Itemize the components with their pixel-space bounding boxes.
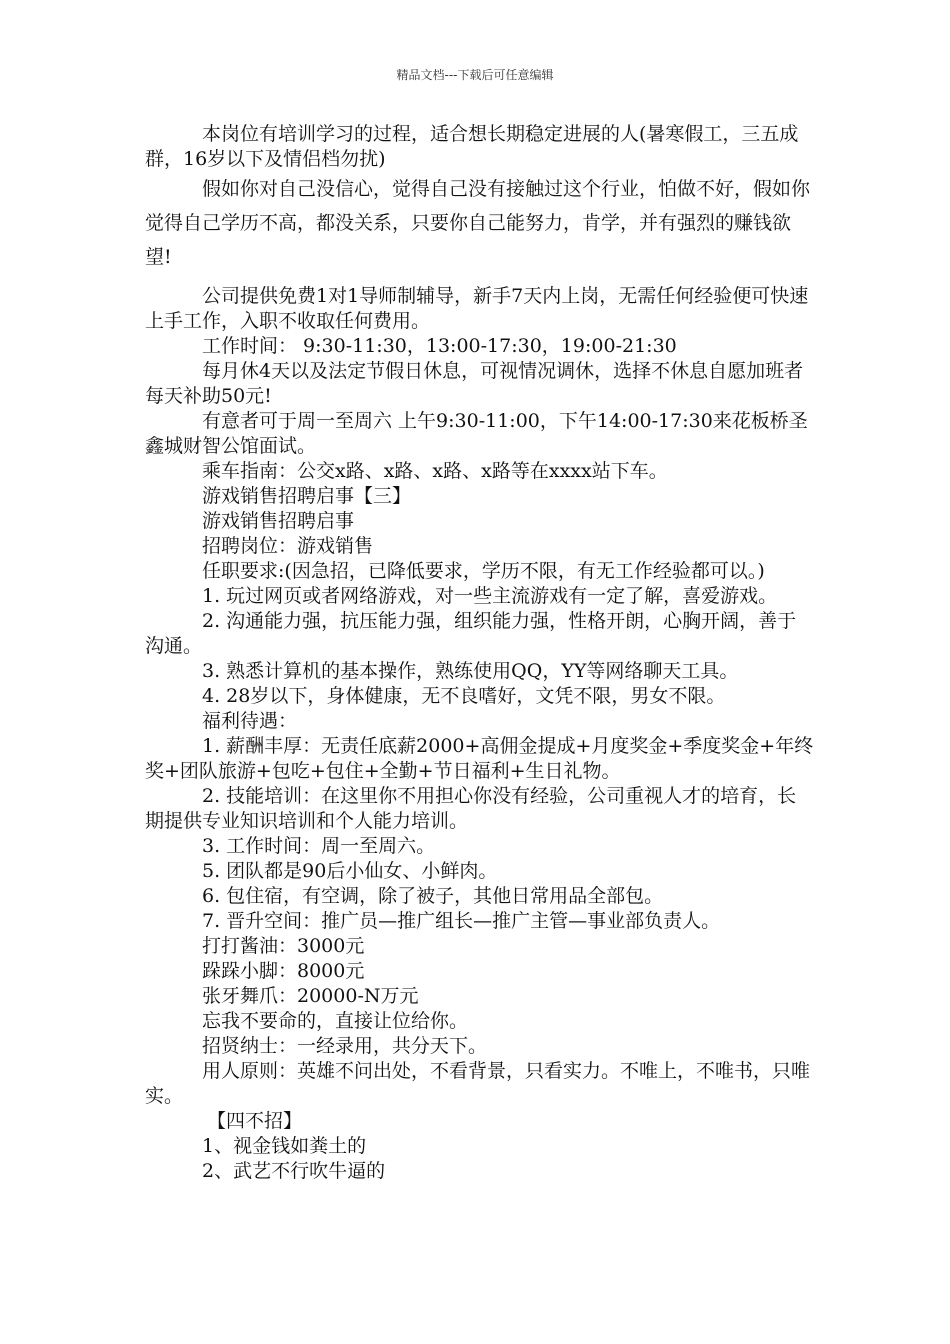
paragraph-salary-level-3: 张牙舞爪：20000-N万元: [202, 985, 419, 1007]
paragraph-interview: 有意者可于周一至周六 上午9:30-11:00，下午14:00-17:30来花板桥圣鑫城财智公馆面试。: [145, 410, 808, 457]
section-heading-four-nots: 【四不招】: [207, 1110, 303, 1132]
list-item: 5. 团队都是90后小仙女、小鲜肉。: [202, 860, 498, 882]
paragraph-confidence: 假如你对自己没信心，觉得自己没有接触过这个行业，怕做不好，假如你觉得自己学历不高，都没关系，只要你自己能努力，肯学，并有强烈的赚钱欲望!: [145, 178, 811, 268]
paragraph-salary-level-2: 跺跺小脚：8000元: [202, 960, 365, 982]
paragraph-days-off: 每月休4天以及法定节假日休息，可视情况调休，选择不休息自愿加班者每天补助50元!: [145, 360, 804, 407]
paragraph-benefits: 福利待遇：: [202, 710, 298, 732]
section-heading-three: 游戏销售招聘启事【三】: [202, 485, 412, 507]
paragraph-hiring-principle: 用人原则：英雄不问出处，不看背景，只看实力。不唯上，不唯书，只唯实。: [145, 1060, 811, 1107]
list-item: 2. 沟通能力强，抗压能力强，组织能力强，性格开朗，心胸开阔，善于沟通。: [145, 610, 797, 657]
list-item: 2、武艺不行吹牛逼的: [202, 1160, 386, 1182]
list-item: 7. 晋升空间：推广员—推广组长—推广主管—事业部负责人。: [202, 910, 721, 932]
list-item: 2. 技能培训：在这里你不用担心你没有经验，公司重视人才的培育，长期提供专业知识培训和个人能力培训。: [145, 785, 797, 832]
paragraph-training-intro: 本岗位有培训学习的过程，适合想长期稳定进展的人(暑寒假工，三五成群，16岁以下及情侣档勿扰): [145, 123, 799, 170]
paragraph-requirements: 任职要求:(因急招，已降低要求，学历不限，有无工作经验都可以。): [202, 560, 765, 582]
paragraph-recruit-slogan: 招贤纳士：一经录用，共分天下。: [202, 1035, 488, 1057]
paragraph-work-hours: 工作时间： 9:30-11:30，13:00-17:30，19:00-21:30: [202, 335, 677, 357]
paragraph-position: 招聘岗位：游戏销售: [202, 535, 374, 557]
list-item: 1. 玩过网页或者网络游戏，对一些主流游戏有一定了解，喜爱游戏。: [202, 585, 778, 607]
list-item: 3. 熟悉计算机的基本操作，熟练使用QQ，YY等网络聊天工具。: [202, 660, 739, 682]
paragraph-salary-level-1: 打打酱油：3000元: [202, 935, 365, 957]
document-body: [145, 122, 815, 1184]
paragraph-dedication: 忘我不要命的，直接让位给你。: [202, 1010, 469, 1032]
list-item: 1、视金钱如粪土的: [202, 1135, 367, 1157]
list-item: 1. 薪酬丰厚：无责任底薪2000+高佣金提成+月度奖金+季度奖金+年终奖+团队旅游+包吃+包住+全勤+节日福利+生日礼物。: [145, 735, 814, 782]
list-item: 6. 包住宿，有空调，除了被子，其他日常用品全部包。: [202, 885, 664, 907]
list-item: 3. 工作时间：周一至周六。: [202, 835, 436, 857]
list-item: 4. 28岁以下，身体健康，无不良嗜好，文凭不限，男女不限。: [202, 685, 726, 707]
page-header: 精品文档---下载后可任意编辑: [396, 68, 554, 82]
paragraph-recruit-title: 游戏销售招聘启事: [202, 510, 355, 532]
paragraph-transport: 乘车指南：公交x路、x路、x路、x路等在xxxx站下车。: [202, 460, 668, 482]
paragraph-free-mentoring: 公司提供免费1对1导师制辅导，新手7天内上岗，无需任何经验便可快速上手工作，入职不收取任何费用。: [145, 285, 809, 332]
